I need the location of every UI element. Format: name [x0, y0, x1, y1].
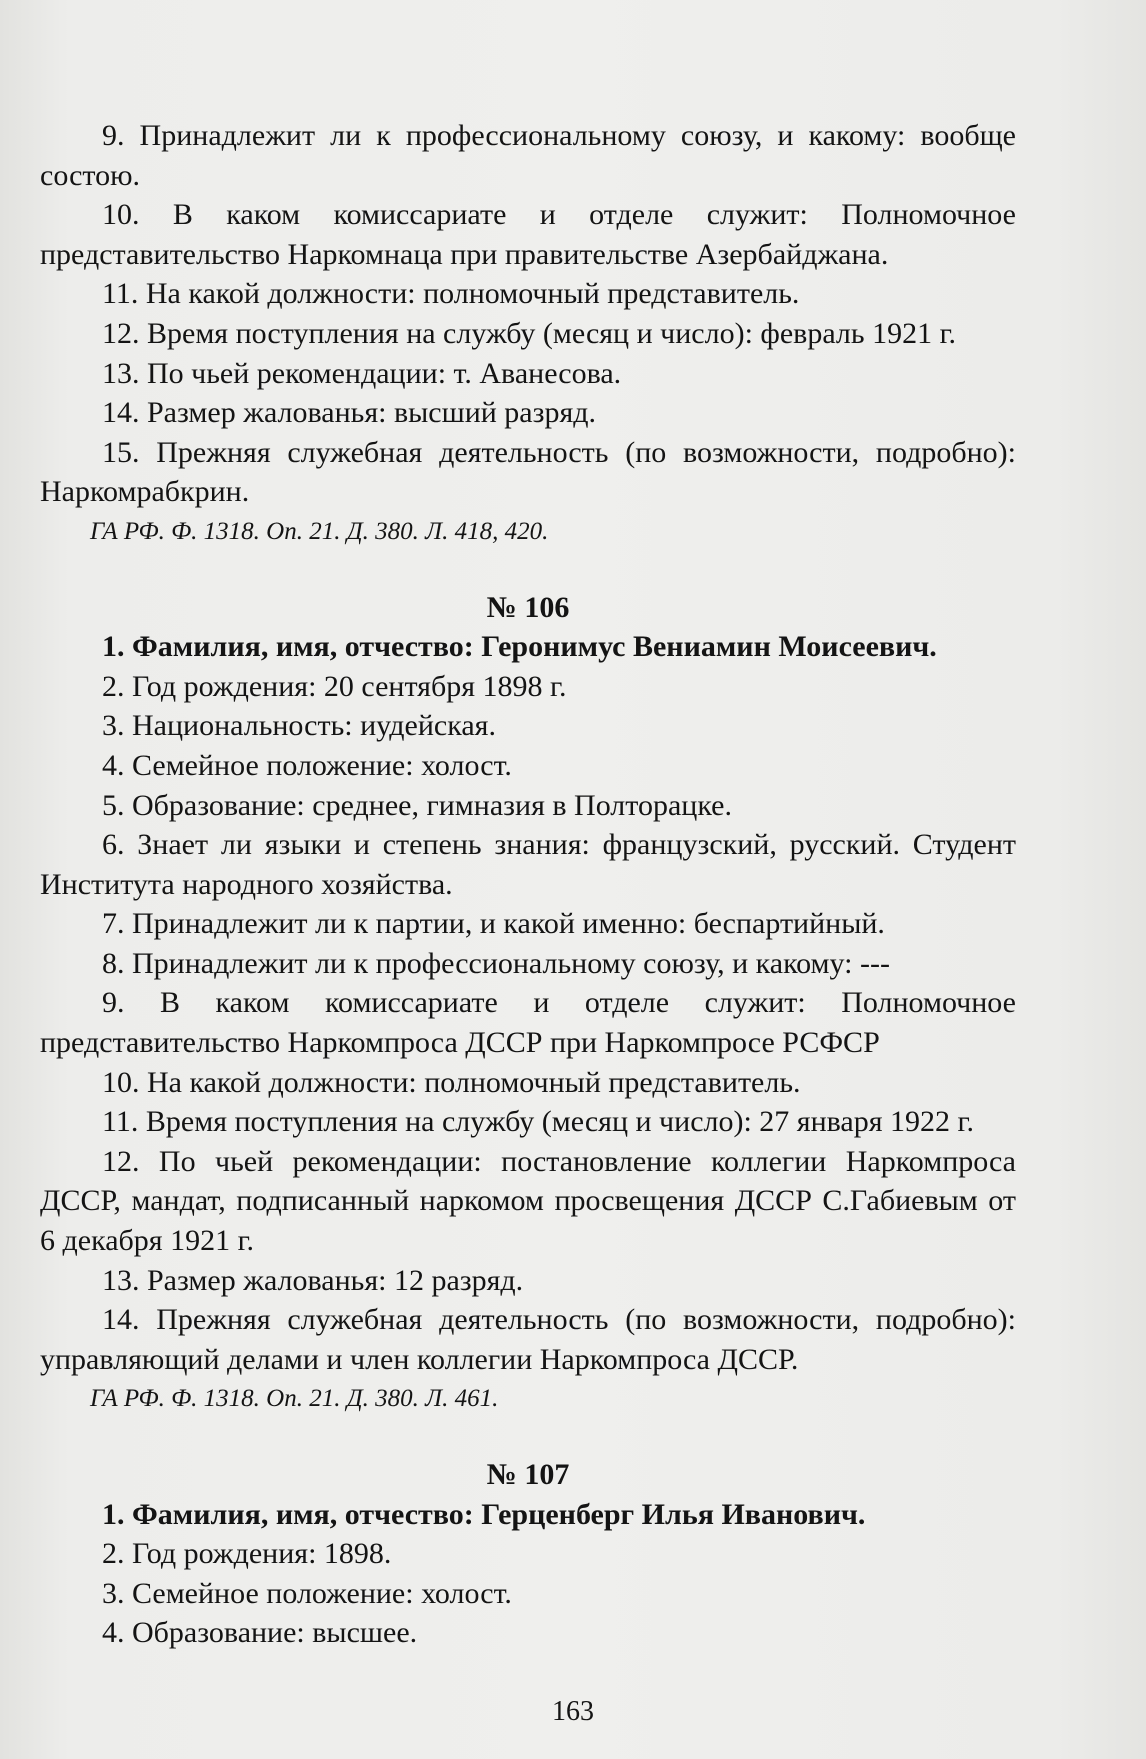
- item-paragraph: 12. Время поступления на службу (месяц и число): февраль 1921 г.: [102, 316, 956, 350]
- item-paragraph: 6. Знает ли языки и степень знания: французский, русский. Студент Института народного хозяйства.: [40, 828, 1016, 901]
- item-paragraph: 11. Время поступления на службу (месяц и число): 27 января 1922 г.: [102, 1105, 974, 1139]
- item-paragraph: 9. Принадлежит ли к профессиональному союзу, и какому: вообще состою.: [40, 119, 1016, 192]
- item-paragraph: 8. Принадлежит ли к профессиональному союзу, и какому: ---: [102, 946, 890, 980]
- item-paragraph: 2. Год рождения: 1898.: [102, 1537, 392, 1571]
- item-paragraph: 5. Образование: среднее, гимназия в Полторацке.: [102, 788, 732, 822]
- item-paragraph: 3. Национальность: иудейская.: [102, 709, 496, 743]
- item-paragraph: 7. Принадлежит ли к партии, и какой именно: беспартийный.: [102, 907, 885, 941]
- item-paragraph: 9. В каком комиссариате и отделе служит: Полномочное представительство Наркомпроса ДССР при Наркомпросе РСФСР: [40, 986, 1016, 1060]
- item-paragraph: 4. Образование: высшее.: [102, 1616, 418, 1650]
- document-number-heading: № 107: [486, 1458, 570, 1491]
- item-paragraph: 3. Семейное положение: холост.: [102, 1576, 512, 1610]
- name-line: 1. Фамилия, имя, отчество: Геронимус Вениамин Моисеевич.: [102, 630, 937, 664]
- archive-source: ГА РФ. Ф. 1318. Оп. 21. Д. 380. Л. 418, 420.: [90, 517, 549, 545]
- name-line: 1. Фамилия, имя, отчество: Герценберг Илья Иванович.: [102, 1497, 866, 1531]
- item-paragraph: 13. По чьей рекомендации: т. Аванесова.: [102, 356, 622, 390]
- item-paragraph: 10. На какой должности: полномочный представитель.: [102, 1065, 801, 1099]
- item-paragraph: 10. В каком комиссариате и отделе служит: Полномочное представительство Наркомнаца при правительстве Азербайджана.: [40, 198, 1016, 271]
- page-number: 163: [552, 1696, 594, 1727]
- item-paragraph: 15. Прежняя служебная деятельность (по возможности, подробно): Наркомрабкрин.: [40, 435, 1016, 509]
- item-paragraph: 4. Семейное положение: холост.: [102, 748, 512, 782]
- item-paragraph: 13. Размер жалованья: 12 разряд.: [102, 1263, 524, 1297]
- item-paragraph: 14. Прежняя служебная деятельность (по возможности, подробно): управляющий делами и член коллегии Наркомпроса ДССР.: [40, 1303, 1016, 1376]
- archive-source: ГА РФ. Ф. 1318. Оп. 21. Д. 380. Л. 461.: [90, 1385, 499, 1413]
- document-number-heading: № 106: [486, 590, 570, 624]
- page-text: [40, 116, 1016, 1653]
- item-paragraph: 12. По чьей рекомендации: постановление коллегии Наркомпроса ДССР, мандат, подписанный наркомом просвещения ДССР С.Габиевым от 6 декабря 1921 г.: [40, 1144, 1016, 1258]
- item-paragraph: 14. Размер жалованья: высший разряд.: [102, 396, 597, 430]
- item-paragraph: 2. Год рождения: 20 сентября 1898 г.: [102, 669, 567, 703]
- item-paragraph: 11. На какой должности: полномочный представитель.: [102, 277, 800, 311]
